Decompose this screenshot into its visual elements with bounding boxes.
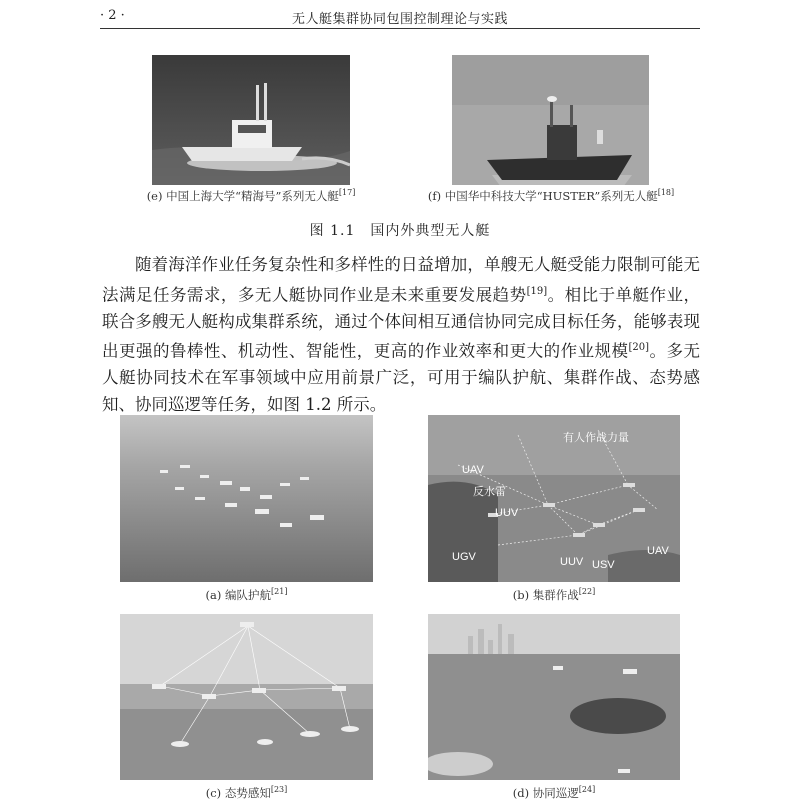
label-uav-1: UAV — [462, 464, 484, 476]
page-number: · 2 · — [100, 8, 125, 23]
label-ugv: UGV — [452, 551, 476, 563]
caption-fig1-1f: (f) 中国华中科技大学“HUSTER”系列无人艇[18] — [427, 188, 675, 203]
caption-fig1-1e: (e) 中国上海大学“精海号”系列无人艇[17] — [146, 188, 356, 203]
book-title: 无人艇集群协同包围控制理论与实践 — [291, 12, 508, 27]
caption-fig1-2b: (b) 集群作战[22] — [512, 587, 596, 602]
label-uuv-1: UUV — [495, 507, 519, 519]
caption-fig1-2c: (c) 态势感知[23] — [205, 785, 288, 800]
label-manned-forces: 有人作战力量 — [563, 431, 629, 444]
photo-huster-usv — [452, 55, 649, 185]
label-uav-2: UAV — [647, 545, 669, 557]
caption-fig1-2a: (a) 编队护航[21] — [205, 587, 288, 602]
illustration-cooperative-patrol — [428, 614, 680, 780]
body-paragraph: 随着海洋作业任务复杂性和多样性的日益增加，单艘无人艇受能力限制可能无法满足任务需求，多无人艇协同作业是未来重要发展趋势[19]。相比于单艇作业，联合多艘无人艇构成集群系统，通过个体间相互通信协同完成目标任务，能够表现出更强的鲁棒性、机动性、智能性，更高的作业效率和更大的作业规模[20]。多无人艇协同技术在军事领域中应用前景广泛，可用于编队护航、集群作战、态势感知、协同巡逻等任务，如图 1.2 所示。 — [102, 255, 700, 414]
label-uuv-2: UUV — [560, 556, 584, 568]
photo-formation-escort — [120, 415, 373, 582]
figure-1-1-title: 图 1.1 国内外典型无人艇 — [309, 223, 491, 239]
page-header — [100, 6, 700, 29]
label-usv: USV — [592, 559, 615, 571]
illustration-situational-awareness — [120, 614, 373, 780]
photo-jinghai-usv — [152, 55, 350, 185]
caption-fig1-2d: (d) 协同巡逻[24] — [512, 785, 596, 800]
label-mine-countermeasure: 反水雷 — [473, 485, 506, 498]
